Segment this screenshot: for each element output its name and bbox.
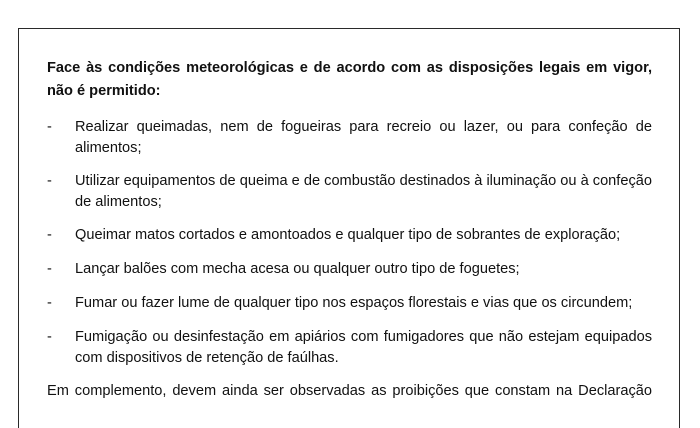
list-item-text: Realizar queimadas, nem de fogueiras para recreio ou lazer, ou para confeção de alimentos; bbox=[75, 119, 652, 156]
list-item bbox=[47, 293, 652, 314]
notice-intro: Face às condições meteorológicas e de acordo com as disposições legais em vigor, não é permitido: bbox=[47, 60, 652, 99]
bullet-dash: - bbox=[47, 295, 52, 311]
bullet-dash: - bbox=[47, 261, 52, 277]
bullet-dash: - bbox=[47, 119, 52, 135]
list-item bbox=[47, 117, 652, 159]
list-item-text: Lançar balões com mecha acesa ou qualquer outro tipo de foguetes; bbox=[75, 261, 520, 277]
list-item bbox=[47, 171, 652, 213]
notice-closing: Em complemento, devem ainda ser observadas as proibições que constam na Declaração bbox=[47, 383, 652, 399]
list-item-text: Fumar ou fazer lume de qualquer tipo nos espaços florestais e vias que os circundem; bbox=[75, 295, 633, 311]
list-item bbox=[47, 327, 652, 369]
list-item-text: Fumigação ou desinfestação em apiários com fumigadores que não estejam equipados com dispositivos de retenção de faúlhas. bbox=[75, 329, 652, 366]
list-item-text: Queimar matos cortados e amontoados e qualquer tipo de sobrantes de exploração; bbox=[75, 227, 621, 243]
list-item bbox=[47, 259, 652, 280]
bullet-dash: - bbox=[47, 329, 52, 345]
list-item bbox=[47, 225, 652, 246]
bullet-dash: - bbox=[47, 227, 52, 243]
bullet-dash: - bbox=[47, 173, 52, 189]
list-item-text: Utilizar equipamentos de queima e de combustão destinados à iluminação ou à confeção de alimentos; bbox=[75, 173, 652, 210]
